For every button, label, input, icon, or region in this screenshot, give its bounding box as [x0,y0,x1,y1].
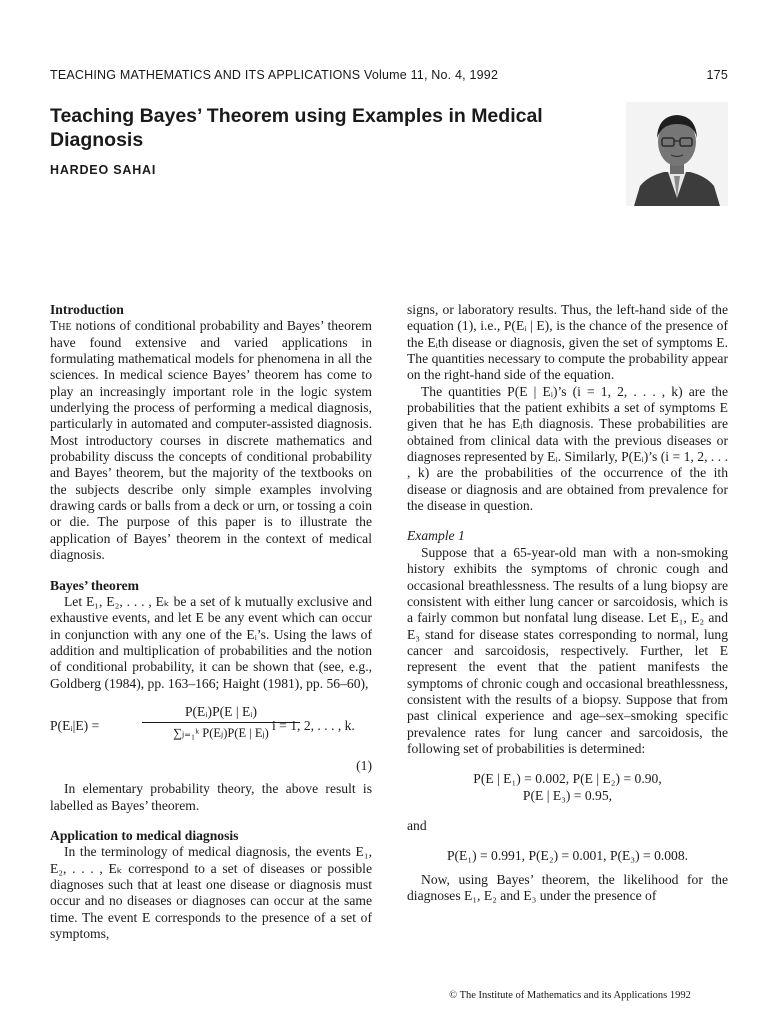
introduction-text: notions of conditional probability and Bayes’ theorem have found extensive and varied applications in formulating mathematical models for phenomena in all the sciences. In medical science Bayes’ theorem has come to play an increasingly important role in the logic system underlying the process of performing a medical diagnosis, particularly in automated and computer-assisted diagnosis. Most introductory courses in discrete mathematics and probability discuss the concepts of conditional probability and Bayes’ theorem, but the majority of the textbooks on the subjects describe only simple examples involving drawing cards or balls from a deck or urn, or tossing a coin or die. The purpose of this paper is to illustrate the application of Bayes’ theorem in the context of medical diagnosis. [50,318,372,563]
application-paragraph: In the terminology of medical diagnosis, the events E₁, E₂, . . . , Eₖ correspond to a set of diseases or possible diagnoses such that at least one disease or diagnosis must occur and no diseases or diagnoses can occur at the same time. The event E corresponds to the presence of a set of symptoms, [50,844,372,941]
copyright-footer: © The Institute of Mathematics and its Applications 1992 [449,990,691,1001]
application-continued: signs, or laboratory results. Thus, the left-hand side of the equation (1), i.e., P(Eᵢ | E), is the chance of the presence of the Eᵢth disease or diagnosis, given the set of symptoms E. The quantities necessary to compute the probability appear on the right-hand side of the equation. [407,302,728,383]
equation-denominator: ∑ⱼ₌₁ᵏ P(Eⱼ)P(E | Eⱼ) [173,726,269,741]
example-after-paragraph: Now, using Bayes’ theorem, the likelihood for the diagnoses E₁, E₂ and E₃ under the presence of [407,871,728,903]
article-title: Teaching Bayes’ Theorem using Examples in Medical Diagnosis [50,105,543,151]
left-column [50,302,372,942]
equation-lhs: P(Eᵢ|E) = [50,717,100,733]
example-heading: Example 1 [407,528,465,544]
article-author: HARDEO SAHAI [50,163,157,177]
introduction-paragraph [50,318,372,563]
example-paragraph: Suppose that a 65-year-old man with a non-smoking history exhibits the symptoms of chronic cough and occasional breathlessness. The results of a lung biopsy are consistent with either lung cancer or sarcoidosis, which is a fairly common but nonfatal lung disease. Let E₁, E₂ and E₃ stand for disease states corresponding to normal, lung cancer and sarcoidosis, respectively. Further, let E represent the event that the patient manifests the symptoms of chronic cough and occasional breathlessness, consistent with the results of a biopsy. Suppose that from past clinical experience and age–sex–smoking specific prevalence rates for lung cancer and sarcoidosis, the following set of probabilities is determined: [407,544,728,756]
introduction-heading: Introduction [50,302,124,317]
bayes-heading: Bayes’ theorem [50,577,139,593]
introduction-lead: The [50,318,72,334]
equation-number: (1) [356,757,372,773]
equation-numerator: P(Eᵢ)P(E | Eᵢ) [142,704,300,723]
right-column [407,302,728,904]
application-paragraph-2: The quantities P(E | Eᵢ)’s (i = 1, 2, . . . , k) are the probabilities that the patient exhibits a set of symptoms E given that he has Eᵢth diagnosis. These probabilities are obtained from clinical data with the previous diseases or diagnoses represented by Eᵢ. Similarly, P(Eᵢ)’s (i = 1, 2, . . . , k) are the probabilities of the occurrence of the ith disease or diagnosis and are obtained from prevalence for the disease in question. [407,383,728,514]
prior-probabilities-line: P(E₁) = 0.991, P(E₂) = 0.001, P(E₃) = 0.008. [446,848,689,864]
conditional-probabilities-line-1: P(E | E₁) = 0.002, P(E | E₂) = 0.90, [473,771,662,787]
bayes-after-paragraph: In elementary probability theory, the above result is labelled as Bayes’ theorem. [50,781,372,813]
bayes-paragraph: Let E₁, E₂, . . . , Eₖ be a set of k mutually exclusive and exhaustive events, and let E be any event which can occur in conjunction with any one of the Eᵢ’s. Using the laws of addition and multiplication of probabilities and the notion of conditional probability, it can be shown that (see, e.g., Goldberg (1984), pp. 163–166; Haight (1981), pp. 56–60), [50,593,372,691]
conditional-probabilities-line-2: P(E | E₃) = 0.95, [522,787,613,803]
page-number: 175 [706,68,728,82]
application-heading: Application to medical diagnosis [50,827,239,843]
and-connector: and [407,817,427,833]
running-head [50,68,728,82]
author-photo [626,102,728,206]
equation-range: i = 1, 2, . . . , k. [272,717,355,733]
bayes-equation [50,704,372,756]
journal-citation: TEACHING MATHEMATICS AND ITS APPLICATIONS Volume 11, No. 4, 1992 [50,68,499,82]
